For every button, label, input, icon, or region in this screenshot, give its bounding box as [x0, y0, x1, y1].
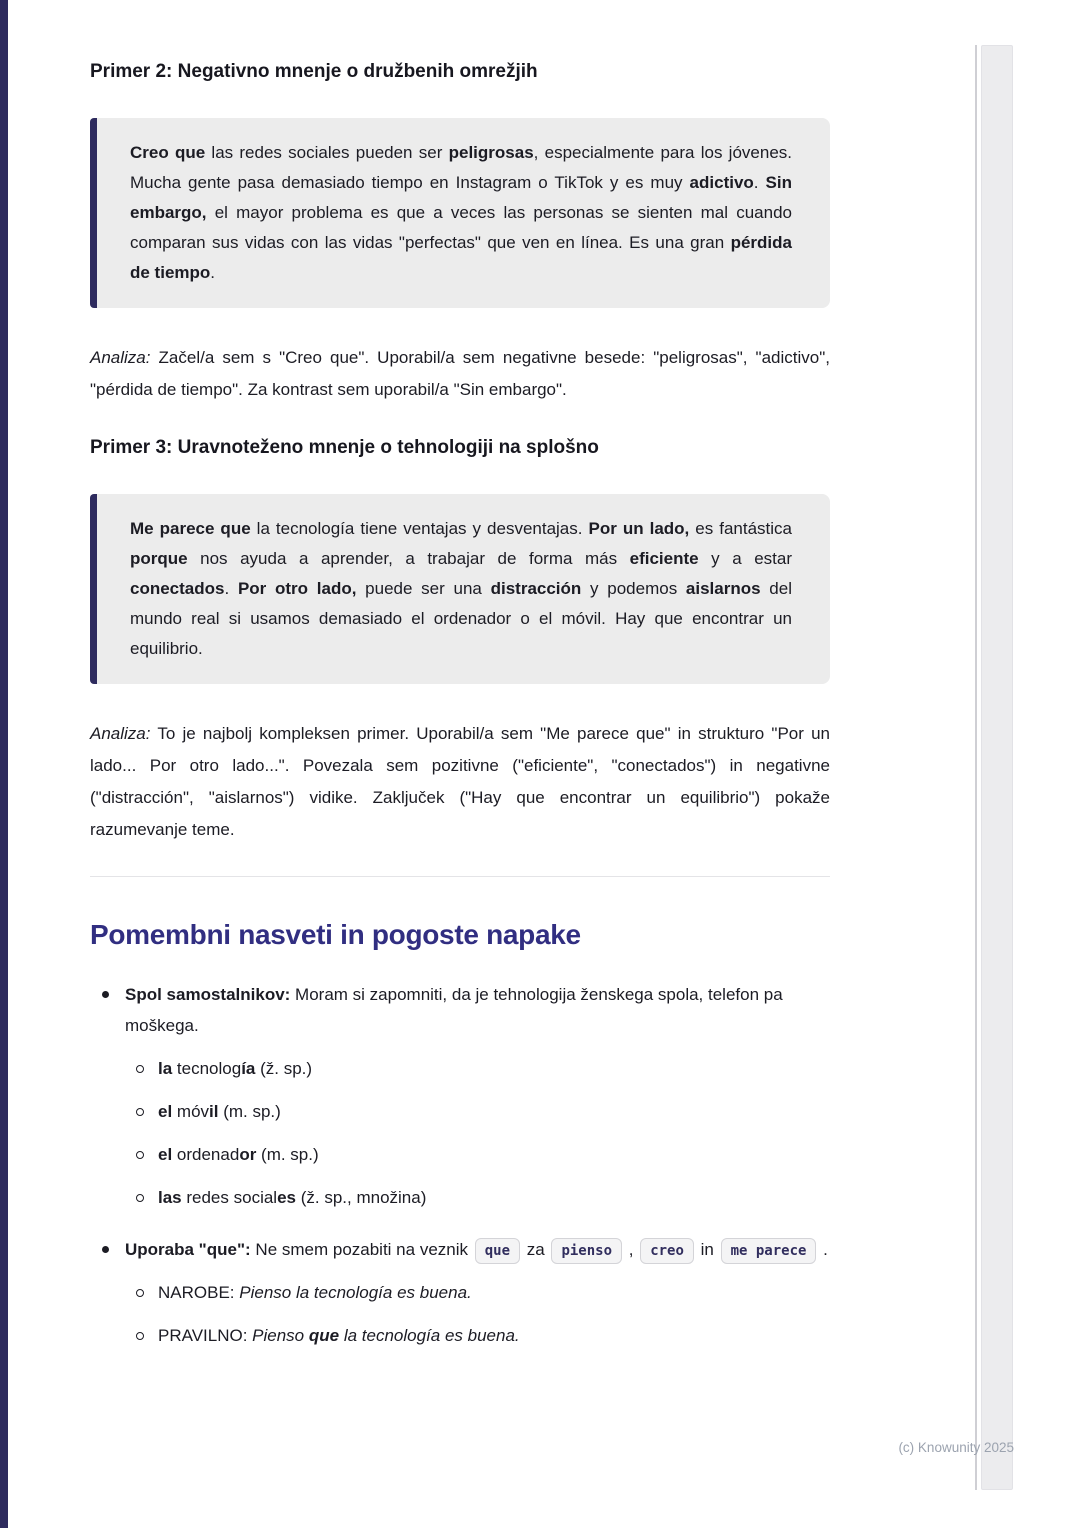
- gender-examples-list: [125, 1055, 830, 1212]
- list-item-que-usage-text: Uporaba "que": Ne smem pozabiti na veznik que za pienso , creo in me parece .: [125, 1234, 830, 1265]
- list-item-el-ordenador: [125, 1141, 830, 1169]
- gender-example-text: el móvil (m. sp.): [158, 1102, 281, 1121]
- list-item-las-redes: [125, 1184, 830, 1212]
- bullet-icon: [102, 1246, 109, 1253]
- heading-primer-3: Primer 3: Uravnoteženo mnenje o tehnologiji na splošno: [90, 437, 599, 458]
- correct-example-text: PRAVILNO: Pienso que la tecnología es buena.: [158, 1326, 520, 1345]
- list-item-noun-gender-text: Spol samostalnikov: Moram si zapomniti, da je tehnologija ženskega spola, telefon pa moškega.: [125, 985, 783, 1035]
- document-content: [90, 0, 830, 1350]
- que-examples-list: [125, 1279, 830, 1350]
- section-heading-tips: Pomembni nasveti in pogoste napake: [90, 919, 581, 950]
- circle-bullet-icon: [136, 1065, 144, 1073]
- quote-text-balanced: Me parece que la tecnología tiene ventajas y desventajas. Por un lado, es fantástica porque nos ayuda a aprender, a trabajar de forma más eficiente y a estar conectados. Por otro lado, puede ser una distracción y podemos aislarnos del mundo real si usamos demasiado el ordenador o el móvil. Hay que encontrar un equilibrio.: [130, 519, 793, 658]
- quote-text-negative: Creo que las redes sociales pueden ser peligrosas, especialmente para los jóvenes. Mucha gente pasa demasiado tiempo en Instagram o TikTok y es muy adictivo. Sin embargo, el mayor problema es que a veces las personas se sienten mal cuando comparan sus vidas con las vidas "perfectas" que ven en línea. Es una gran pérdida de tiempo.: [130, 143, 793, 282]
- content-right-border: [975, 45, 977, 1490]
- list-item-la-tecnologia: [125, 1055, 830, 1083]
- bullet-icon: [102, 991, 109, 998]
- section-divider: [90, 876, 830, 877]
- copyright-note: (c) Knowunity 2025: [898, 1440, 1014, 1455]
- list-item-que-usage: [90, 1234, 830, 1350]
- list-item-wrong-example: [125, 1279, 830, 1307]
- scrollbar[interactable]: [981, 45, 1013, 1490]
- heading-primer-2: Primer 2: Negativno mnenje o družbenih omrežjih: [90, 61, 538, 82]
- list-item-noun-gender: [90, 979, 830, 1212]
- circle-bullet-icon: [136, 1332, 144, 1340]
- left-accent-bar: [0, 0, 8, 1528]
- analysis-paragraph-1: Analiza: Začel/a sem s "Creo que". Uporabil/a sem negativne besede: "peligrosas", "adictivo", "pérdida de tiempo". Za kontrast sem uporabil/a "Sin embargo".: [90, 348, 830, 399]
- tips-list: [90, 979, 830, 1350]
- circle-bullet-icon: [136, 1289, 144, 1297]
- analysis-paragraph-2: Analiza: To je najbolj kompleksen primer. Uporabil/a sem "Me parece que" in strukturo "Por un lado... Por otro lado...". Povezala sem pozitivne ("eficiente", "conectados") in negativne ("distracción", "aislarnos") vidike. Zaključek ("Hay que encontrar un equilibrio") pokaže razumevanje teme.: [90, 724, 830, 839]
- circle-bullet-icon: [136, 1151, 144, 1159]
- wrong-example-text: NAROBE: Pienso la tecnología es buena.: [158, 1283, 472, 1302]
- list-item-el-movil: [125, 1098, 830, 1126]
- example-quote-negative-opinion: [90, 118, 830, 308]
- gender-example-text: la tecnología (ž. sp.): [158, 1059, 313, 1078]
- gender-example-text: las redes sociales (ž. sp., množina): [158, 1188, 427, 1207]
- gender-example-text: el ordenador (m. sp.): [158, 1145, 319, 1164]
- example-quote-balanced-opinion: [90, 494, 830, 684]
- circle-bullet-icon: [136, 1108, 144, 1116]
- list-item-correct-example: [125, 1322, 830, 1350]
- circle-bullet-icon: [136, 1194, 144, 1202]
